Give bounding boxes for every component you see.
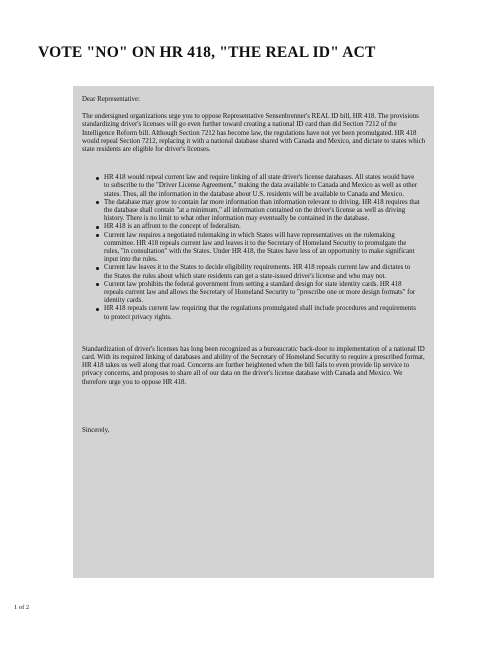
bullet-item: [104, 264, 420, 280]
bullet-text: HR 418 is an affront to the concept of federalism.: [104, 223, 241, 231]
bullet-text: The database may grow to contain far more information than information relevant to driving. HR 418 requires that the database shall contain "at a minimum," all information contained on the driver's license as well as driving history. There is no limit to what other information may eventually be contained in the database.: [104, 198, 420, 223]
bullet-icon: [96, 226, 99, 229]
page-title: VOTE "NO" ON HR 418, "THE REAL ID" ACT: [38, 44, 376, 61]
bullet-text: Current law requires a negotiated rulemaking in which States will have representatives on the rulemaking committee. HR 418 repeals current law and leaves it to the Secretary of Homeland Security to promulgate the rules, "in consultation" with the States. Under HR 418, the States have less of an opportunity to make significant input into the rules.: [104, 231, 415, 264]
bullet-icon: [96, 177, 99, 180]
closing-paragraph: Standardization of driver's licenses has long been recognized as a bureaucratic back-door to implementation of a national ID card. With its required linking of databases and ability of the Secretary of Homeland Security to require a prescribed format, HR 418 takes us well along that road. Concerns are further heightened when the bill fails to even provide lip service to privacy concerns, and proposes to share all of our data on the driver's license database with Canada and Mexico. We therefore urge you to oppose HR 418.: [82, 345, 425, 386]
bullet-item: [104, 199, 420, 224]
bullet-icon: [96, 267, 99, 270]
intro-paragraph: The undersigned organizations urge you to oppose Representative Sensenbrenner's REAL ID bill, HR 418. The provisions standardizing driver's licenses will go even further toward creating a national ID card than did Section 7212 of the Intelligence Reform bill. Although Section 7212 has become law, the regulations have not yet been promulgated. HR 418 would repeal Section 7212, replacing it with a national database shared with Canada and Mexico, and dictate to states which state residents are eligible for driver's licenses.: [82, 113, 426, 154]
bullet-icon: [96, 308, 99, 311]
bullet-list: [82, 174, 426, 322]
bullet-text: Current law prohibits the federal government from setting a standard design for state identity cards. HR 418 repeals current law and allows the Secretary of Homeland Security to "prescribe one or more design formats" for identity cards.: [104, 280, 416, 305]
bullet-icon: [96, 283, 99, 286]
salutation: Dear Representative:: [82, 96, 140, 103]
bullet-icon: [96, 201, 99, 204]
bullet-text: HR 418 would repeal current law and require linking of all state driver's license databases. All states would have to subscribe to the "Driver License Agreement," making the data available to Canada and Mexico as well as other states. Thus, all the information in the database about U.S. residents will be available to Canada and Mexico.: [104, 174, 418, 198]
bullet-text: HR 418 repeals current law requiring that the regulations promulgated shall include procedures and requirements to protect privacy rights.: [104, 305, 416, 321]
bullet-item: [104, 281, 420, 306]
bullet-item: [104, 223, 420, 231]
signoff: Sincerely,: [82, 426, 110, 434]
bullet-item: [104, 174, 420, 199]
bullet-icon: [96, 234, 99, 237]
page-number: 1 of 2: [14, 604, 30, 611]
bullet-item: [104, 305, 420, 321]
bullet-text: Current law leaves it to the States to decide eligibility requirements. HR 418 repeals current law and dictates to the States the rules about which state residents can get a state-issued driver's license and who may not.: [104, 264, 411, 280]
bullet-item: [104, 232, 420, 265]
letter-body: [73, 86, 434, 578]
